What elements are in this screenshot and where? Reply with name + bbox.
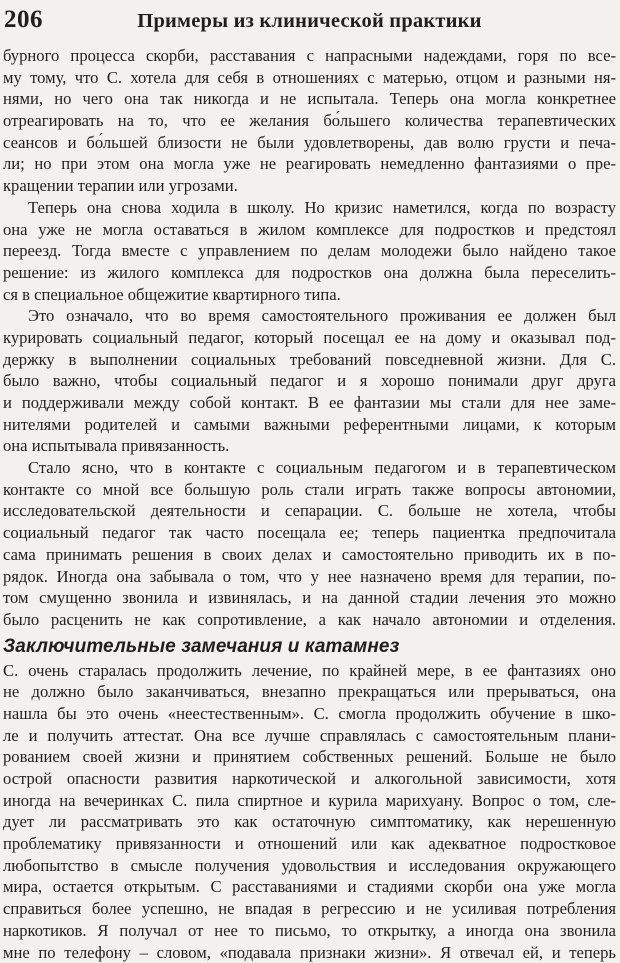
text-line: Это означало, что во время самостоятельного проживания ее должен был xyxy=(28,306,616,326)
text-line: том смущенно звонила и извинялась, и на данной стадии лечения это можно xyxy=(3,588,616,608)
page-body xyxy=(3,45,616,963)
text-line: нителями родителей и самыми важными референтными лицами, к которым xyxy=(3,414,616,434)
text-line: сама принимать решения в своих делах и самостоятельно приводить их в по- xyxy=(3,544,616,564)
running-head: Примеры из клинической практики xyxy=(137,10,482,32)
text-line: мира, остается открытым. С расставаниями и стадиями скорби она уже могла xyxy=(3,877,616,897)
text-line: любопытство в смысле получения удовольствия и исследования окружающего xyxy=(3,855,616,875)
text-line: острой опасности развития наркотической и алкогольной зависимости, хотя xyxy=(3,769,616,788)
text-line: мне по телефону – словом, «подавала признаки жизни». Я отвечал ей, и теперь xyxy=(3,942,616,962)
text-line: кращении терапии или угрозами. xyxy=(3,176,238,196)
page-header xyxy=(3,8,616,34)
paragraph xyxy=(3,197,616,305)
text-line: курировать социальный педагог, который посещал ее на дому и оказывал под- xyxy=(3,327,616,347)
text-line: бурного процесса скорби, расставания с напрасными надеждами, горя по все- xyxy=(3,46,616,65)
text-line: отреагировать на то, что ее желания бо́льшего количества терапевтических xyxy=(3,111,616,131)
text-line: социальный педагог так часто посещала ее; теперь пациентка предпочитала xyxy=(3,523,616,543)
text-line: нашла бы это очень «неестественным». С. смогла продолжить обучение в шко- xyxy=(3,703,616,723)
paragraph xyxy=(3,305,616,457)
text-line: ся в специальное общежитие квартирного типа. xyxy=(3,284,341,304)
body-text-upper xyxy=(3,45,616,631)
text-line: переезд. Тогда вместе с управлением по делам молодежи было найдено такое xyxy=(3,241,616,261)
text-line: держку в выполнении социальных требований повседневной жизни. Для С. xyxy=(3,349,616,369)
body-text-lower xyxy=(3,660,616,963)
text-line: было расценить не как сопротивление, а как начало автономии и отделения. xyxy=(3,609,616,629)
text-line: С. очень старалась продолжить лечение, по крайней мере, в ее фантазиях оно xyxy=(3,660,616,680)
text-line: справиться более успешно, не впадая в регрессию и не усиливая потребления xyxy=(3,899,616,919)
text-line: сеансов и бо́льшей близости не были удовлетворены, дав волю грусти и печа- xyxy=(3,132,616,152)
text-line: решение: из жилого комплекса для подростков она должна была переселить- xyxy=(3,262,616,282)
text-line: ле и получить аттестат. Она все лучше справлялась с самостоятельным плани- xyxy=(3,725,616,745)
text-line: проблематику привязанности и отношений или как адекватное подростковое xyxy=(3,834,616,854)
text-line: исследовательской деятельности и сепарации. С. больше не хотела, чтобы xyxy=(3,501,616,521)
text-line: и поддерживали между собой контакт. В ее фантазии мы стали для нее заме- xyxy=(3,393,616,412)
text-line: было важно, чтобы социальный педагог и я хорошо понимали друг друга xyxy=(3,371,616,391)
text-line: она уже не могла оставаться в жилом комплексе для подростков и предстоял xyxy=(3,219,616,239)
text-line: контакте со мной все большую роль стали играть также вопросы автономии, xyxy=(3,479,616,499)
section-heading: Заключительные замечания и катамнез xyxy=(3,635,400,657)
text-line: рядок. Иногда она забывала о том, что у нее назначено время для терапии, по- xyxy=(3,566,616,586)
text-line: наркотиков. Я получал от нее то письмо, то открытку, а иногда она звонила xyxy=(3,920,616,940)
text-line: ли; но при этом она могла уже не реагировать немедленно фантазиями о пре- xyxy=(3,154,616,174)
text-line: нями, но чего она так никогда и не испытала. Теперь она могла конкретнее xyxy=(3,89,616,109)
text-line: дует ли рассматривать это как остаточную симптоматику, как нерешенную xyxy=(3,812,616,832)
text-line: му тому, что С. хотела для себя в отношениях с матерью, отцом и разными ня- xyxy=(3,67,616,87)
text-line: рованием своей жизни и принятием собственных решений. Больше не было xyxy=(3,747,616,767)
page-number: 206 xyxy=(4,6,43,33)
text-line: Стало ясно, что в контакте с социальным педагогом и в терапевтическом xyxy=(28,458,616,478)
text-line: она испытывала привязанность. xyxy=(3,436,230,456)
paragraph xyxy=(3,457,616,631)
paragraph xyxy=(3,660,616,963)
text-line: иногда на вечеринках С. пила спиртное и курила марихуану. Вопрос о том, сле- xyxy=(3,790,616,810)
text-line: не должно было заканчиваться, внезапно прекращаться или прерываться, она xyxy=(3,682,616,702)
text-line: Теперь она снова ходила в школу. Но кризис наметился, когда по возрасту xyxy=(28,197,616,217)
paragraph xyxy=(3,45,616,197)
